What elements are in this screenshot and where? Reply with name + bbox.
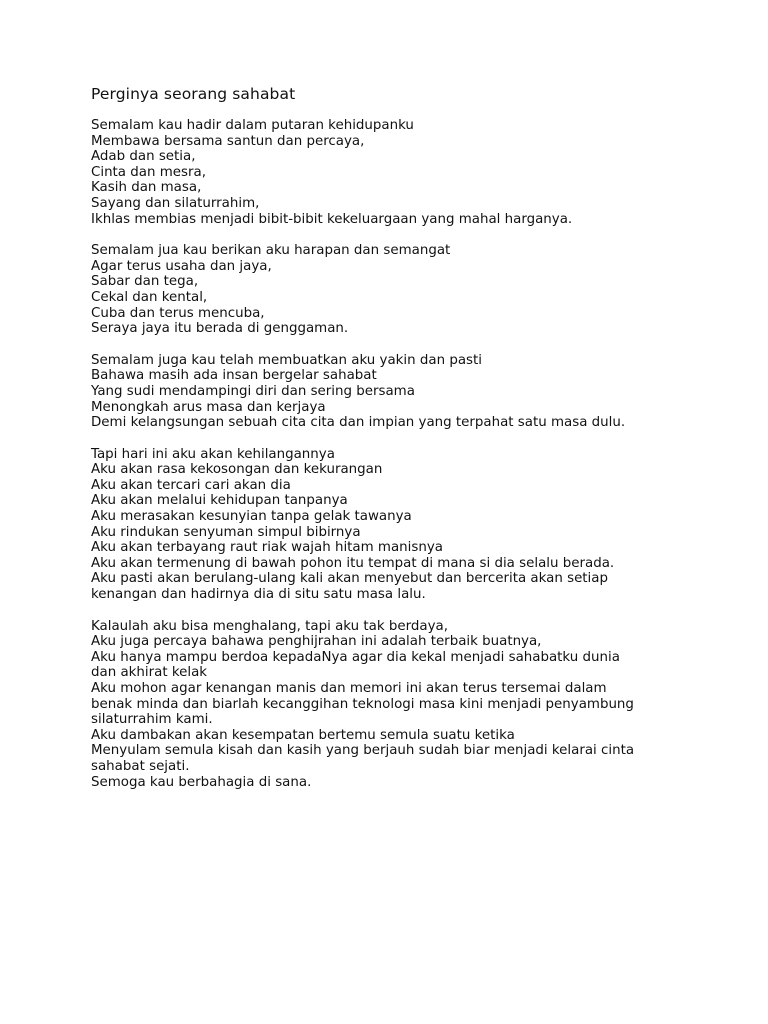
poem-line: Agar terus usaha dan jaya, [91, 258, 272, 274]
poem-line: Sayang dan silaturrahim, [91, 195, 260, 211]
poem-line: Semalam jua kau berikan aku harapan dan semangat [91, 243, 451, 259]
poem-line: Kasih dan masa, [91, 180, 202, 196]
poem-line: Seraya jaya itu berada di genggaman. [91, 321, 349, 337]
poem-line: Aku juga percaya bahawa penghijrahan ini adalah terbaik buatnya, [91, 634, 542, 650]
poem-line: kenangan dan hadirnya dia di situ satu masa lalu. [91, 587, 426, 603]
stanza-1 [91, 118, 691, 227]
poem-line: Tapi hari ini aku akan kehilangannya [91, 446, 335, 462]
poem-line: Semoga kau berbahagia di sana. [91, 774, 312, 790]
poem-line: Aku dambakan akan kesempatan bertemu semula suatu ketika [91, 727, 515, 743]
poem-line: Bahawa masih ada insan bergelar sahabat [91, 368, 377, 384]
poem-line: Kalaulah aku bisa menghalang, tapi aku tak berdaya, [91, 618, 448, 634]
poem-line: benak minda dan biarlah kecanggihan teknologi masa kini menjadi penyambung [91, 696, 634, 712]
poem-line: Aku akan terbayang raut riak wajah hitam manisnya [91, 540, 443, 556]
poem-line: Ikhlas membias menjadi bibit-bibit kekeluargaan yang mahal harganya. [91, 211, 573, 227]
poem-line: Cekal dan kental, [91, 289, 208, 305]
poem-line: Cuba dan terus mencuba, [91, 305, 265, 321]
stanza-4 [91, 447, 691, 603]
poem-line: Aku mohon agar kenangan manis dan memori ini akan terus tersemai dalam [91, 681, 607, 696]
poem-line: Aku merasakan kesunyian tanpa gelak tawanya [91, 509, 412, 525]
poem-line: Aku hanya mampu berdoa kepadaNya agar dia kekal menjadi sahabatku dunia [91, 649, 620, 665]
poem-line: Aku rindukan senyuman simpul bibirnya [91, 524, 361, 540]
poem-line: Aku akan rasa kekosongan dan kekurangan [91, 462, 383, 478]
poem-line: dan akhirat kelak [91, 665, 208, 681]
poem-line: Menyulam semula kisah dan kasih yang berjauh sudah biar menjadi kelarai cinta [91, 743, 635, 759]
poem-line: Semalam juga kau telah membuatkan aku yakin dan pasti [91, 352, 482, 368]
poem-line: Cinta dan mesra, [91, 164, 206, 180]
poem-line: Adab dan setia, [91, 149, 196, 165]
poem-line: Menongkah arus masa dan kerjaya [91, 399, 326, 415]
stanza-3 [91, 353, 691, 431]
poem-line: Sabar dan tega, [91, 274, 199, 290]
poem-line: Aku pasti akan berulang-ulang kali akan menyebut dan bercerita akan setiap [91, 571, 608, 587]
document-page [91, 84, 691, 806]
poem-line: Membawa bersama santun dan percaya, [91, 133, 365, 149]
stanza-2 [91, 243, 691, 337]
poem-line: Aku akan tercari cari akan dia [91, 477, 291, 493]
poem-line: Aku akan melalui kehidupan tanpanya [91, 493, 348, 509]
poem-line: sahabat sejati. [91, 758, 190, 774]
poem-line: Semalam kau hadir dalam putaran kehidupanku [91, 118, 414, 133]
stanza-5 [91, 619, 691, 791]
poem-line: Demi kelangsungan sebuah cita cita dan impian yang terpahat satu masa dulu. [91, 415, 626, 431]
poem-line: Aku akan termenung di bawah pohon itu tempat di mana si dia selalu berada. [91, 555, 615, 571]
poem-line: Yang sudi mendampingi diri dan sering bersama [91, 383, 415, 399]
document-title: Perginya seorang sahabat [91, 85, 296, 103]
poem-body [91, 118, 691, 790]
poem-line: silaturrahim kami. [91, 712, 213, 728]
